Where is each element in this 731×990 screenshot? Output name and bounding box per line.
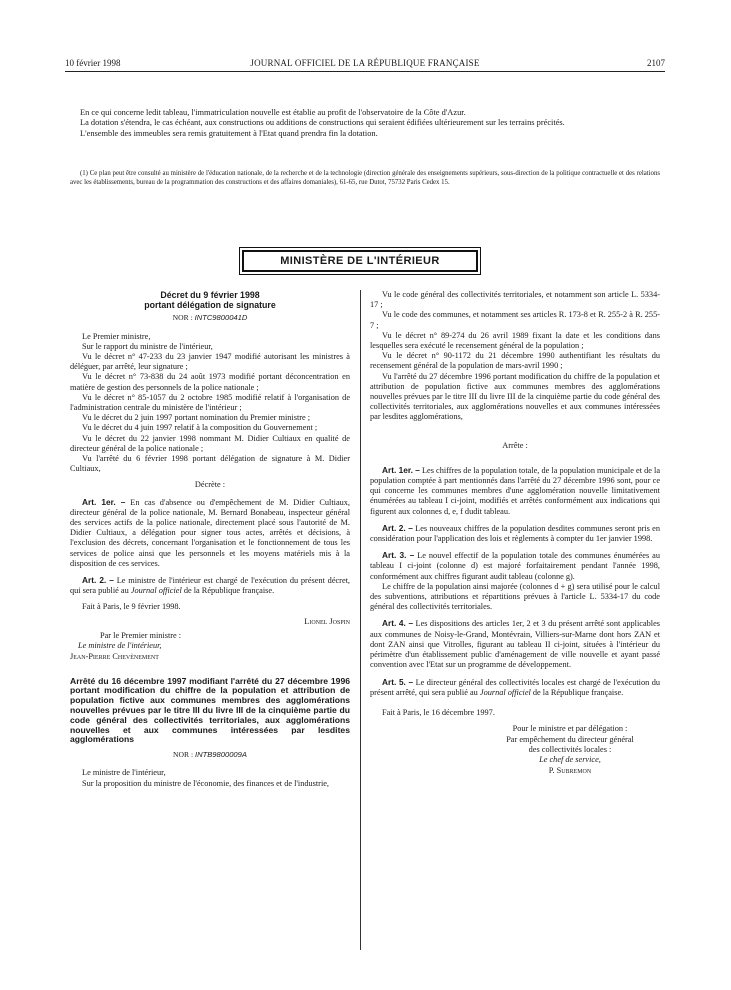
arrete-signature [480, 724, 660, 776]
intro-paragraph: L'ensemble des immeubles sera remis gratuitement à l'Etat quand prendra fin la dotation. [80, 128, 378, 138]
article-label: Art. 1er. – [82, 496, 126, 507]
article-text: de la République française. [530, 687, 624, 697]
visa: Vu le décret du 22 janvier 1998 nommant M. Didier Cultiaux en qualité de directeur général de la police nationale ; [70, 433, 350, 453]
decrete-heading: Décrète : [194, 480, 226, 490]
nor-code: INTC9800041D [194, 313, 248, 323]
visa: Le ministre de l'intérieur, [82, 768, 166, 778]
arrete-article-5 [370, 677, 660, 698]
visa: Vu le décret n° 47-233 du 23 janvier 1947 modifié autorisant les ministres à déléguer, par arrêté, leur signature ; [70, 352, 350, 372]
decree-title-line2: portant délégation de signature [144, 300, 276, 311]
header-rule [65, 71, 665, 72]
visa: Vu le décret du 4 juin 1997 relatif à la composition du Gouvernement ; [82, 423, 318, 433]
article-text: Les nouveaux chiffres de la population desdites communes seront pris en considération pour l'application des lois et règlements à compter du 1er janvier 1998. [370, 523, 661, 544]
arrete-nor [70, 750, 350, 760]
header-journal-title: JOURNAL OFFICIEL DE LA RÉPUBLIQUE FRANÇAISE [250, 58, 480, 68]
header-date: 10 février 1998 [65, 58, 121, 68]
visa: Vu le décret n° 73-838 du 24 août 1973 modifié portant déconcentration en matière de gestion des personnels de la police nationale ; [70, 372, 350, 392]
visa: Vu le décret n° 90-1172 du 21 décembre 1990 authentifiant les résultats du recensement général de la population de mars-avril 1990 ; [370, 351, 660, 371]
visa: Sur le rapport du ministre de l'intérieur, [82, 341, 213, 351]
visa: Vu le décret du 2 juin 1997 portant nomination du Premier ministre ; [82, 413, 311, 423]
footnote-text: (1) Ce plan peut être consulté au ministère de l'éducation nationale, de la recherche et de la technologie (direction générale des enseignements supérieurs, sous-direction de la politique contractuelle et des relations avec les établissements, bureau de la programmation des constructions et des affaires domaniales), 61-65, rue Dutot, 75732 Paris Cedex 15. [70, 170, 660, 186]
article-text: Les dispositions des articles 1er, 2 et 3 du présent arrêté sont applicables aux communes de Noisy-le-Grand, Montévrain, Villiers-sur-Marne dont hors ZAN et dont ZAN ainsi que Vitrolles, figurant au tableau II ci-joint, situées à l'intérieur du périmètre d'un établissement public d'aménagement de ville nouvelle et ayant passé convention avec l'Etat sur un programme de développement. [370, 619, 660, 670]
article-label: Art. 2. – [82, 575, 114, 586]
minister-title [70, 641, 350, 652]
footnote [70, 170, 660, 187]
minister-title-text: Le ministre de l'intérieur, [78, 641, 162, 651]
decree-article-1 [70, 497, 350, 569]
article-text: Le ministre de l'intérieur est chargé de l'exécution du présent décret, qui sera publié au [70, 576, 351, 596]
decree-title [70, 290, 350, 310]
arrete-article-3 [370, 550, 660, 582]
decree-nor [70, 313, 350, 323]
nor-code: INTB9800009A [195, 750, 247, 760]
left-column [70, 290, 350, 789]
visa: Vu le code général des collectivités territoriales, et notamment son article L. 5334-17 ; [370, 290, 660, 310]
arrete-article-3-continued: Le chiffre de la population ainsi majorée (colonnes d + g) sera utilisé pour le calcul des subventions, attributions et répartitions prévues à l'article L. 5334-17 du code général des collectivités territoriales. [370, 581, 660, 612]
intro-paragraph: En ce qui concerne ledit tableau, l'immatriculation nouvelle est établie au profit de l'observatoire de la Côte d'Azur. [80, 108, 466, 117]
visa: Vu l'arrêté du 27 décembre 1996 portant modification du chiffre de la population et attribution de population fictive aux communes membres des agglomérations nouvelles prévues par le titre III du livre III de la cinquième partie du code général des collectivités territoriales, aux agglomérations nouvelles et aux communes intéressées par lesdites agglomérations, [370, 371, 660, 422]
signature-title [480, 755, 660, 765]
par-le-premier-ministre: Par le Premier ministre : [100, 630, 182, 640]
visa: Vu le décret n° 85-1057 du 2 octobre 1985 modifié relatif à l'organisation de l'administration centrale du ministère de l'intérieur ; [70, 392, 350, 413]
page-header [65, 58, 665, 70]
arrete-heading: Arrête : [502, 440, 528, 450]
article-text: Le nouvel effectif de la population totale des communes énumérées au tableau I ci-joint (colonne d) est majoré forfaitairement pendant l'année 1998, conformément aux chiffres figurant audit tableau (colonne g). [370, 551, 660, 581]
decree-title-line1: Décret du 9 février 1998 [160, 290, 260, 300]
visa: Vu l'arrêté du 6 février 1998 portant délégation de signature à M. Didier Cultiaux, [70, 454, 350, 474]
arrete-article-4 [370, 618, 660, 670]
journal-name: Journal officiel [130, 586, 182, 596]
decree-article-2 [70, 575, 350, 596]
column-divider [360, 290, 361, 950]
signature-name: P. Subremon [548, 765, 592, 775]
arrete-article-2 [370, 523, 660, 544]
arrete-article-1 [370, 465, 660, 517]
signature-title-text: Le chef de service, [539, 755, 601, 765]
visa: Sur la proposition du ministre de l'économie, des finances et de l'industrie, [82, 778, 330, 788]
fait-a-paris: Fait à Paris, le 16 décembre 1997. [382, 707, 495, 717]
article-label: Art. 4. – [382, 618, 414, 629]
ministry-heading: MINISTÈRE DE L'INTÉRIEUR [280, 255, 440, 267]
minister-name: Jean-Pierre Chevènement [70, 652, 159, 662]
article-text: de la République française. [181, 586, 275, 596]
visa: Le Premier ministre, [82, 331, 151, 341]
visa: Vu le décret n° 89-274 du 26 avril 1989 fixant la date et les conditions dans lesquelles sera exécuté le recensement général de la population ; [370, 330, 660, 351]
fait-a-paris: Fait à Paris, le 9 février 1998. [82, 602, 181, 612]
intro-text [70, 108, 660, 139]
article-label: Art. 3. – [382, 550, 415, 561]
signature-line: Par empêchement du directeur général [506, 734, 634, 744]
signature-line: Pour le ministre et par délégation : [512, 724, 628, 734]
countersignature [70, 631, 350, 663]
article-text: Le directeur général des collectivités locales est chargé de l'exécution du présent arrêté, qui sera publié au [370, 677, 661, 697]
nor-label: NOR : [172, 313, 193, 323]
article-label: Art. 1er. – [382, 464, 420, 475]
article-text: Les chiffres de la population totale, de la population municipale et de la population comptée à part mentionnés dans l'arrêté du 27 décembre 1996 sont, pour ce qui concerne les communes membres d'une agglomération nouvelle limitativement énumérées au tableau I ci-joint, modifiés et arrêtés conformément aux indications qui figurent aux colonnes d, e, f dudit tableau. [370, 465, 660, 516]
article-text: En cas d'absence ou d'empêchement de M. Didier Cultiaux, directeur général de la police nationale, M. Bernard Bonabeau, inspecteur général des services actifs de la police nationale, directement placé sous l'autorité de M. Didier Cultiaux, a délégation pour signer tous actes, arrêtés et décisions, à l'exclusion des décrets, concernant l'organisation et le fonctionnement de tous les services de police ainsi que les personnels et les moyens matériels mis à la disposition de ces services. [70, 497, 350, 568]
article-label: Art. 2. – [382, 522, 413, 533]
header-page-number: 2107 [647, 58, 665, 68]
signatory: Lionel Jospin [304, 616, 350, 626]
signature-line: des collectivités locales : [528, 744, 612, 754]
intro-paragraph: La dotation s'étendra, le cas échéant, aux constructions ou additions de constructions qui seraient édifiées ultérieurement sur les terrains précités. [80, 118, 565, 128]
nor-label: NOR : [173, 750, 194, 760]
journal-name: Journal officiel [479, 687, 531, 697]
visa: Vu le code des communes, et notamment ses articles R. 173-8 et R. 255-2 à R. 255-7 ; [370, 310, 660, 330]
article-label: Art. 5. – [382, 676, 414, 687]
right-column [370, 290, 660, 776]
ministry-heading-box [242, 250, 478, 272]
arrete-title: Arrêté du 16 décembre 1997 modifiant l'arrêté du 27 décembre 1996 portant modification du chiffre de la population et attribution de population fictive aux communes membres des agglomérations nouvelles prévues par le titre III du livre III de la cinquième partie du code général des collectivités territoriales, aux agglomérations nouvelles et aux communes intéressées par lesdites agglomérations [70, 675, 350, 745]
